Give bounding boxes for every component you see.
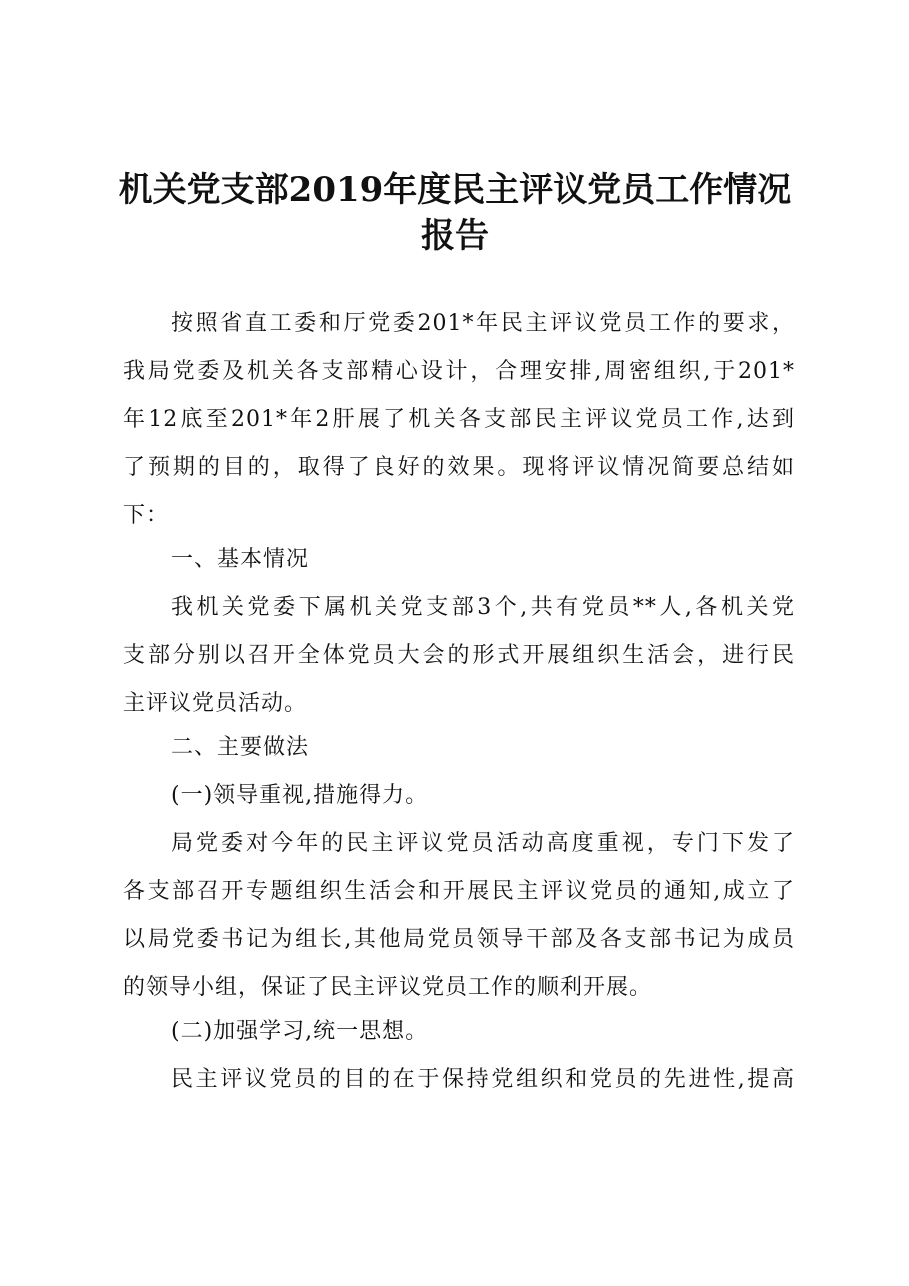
subsection-heading-leadership <box>123 772 795 820</box>
paragraph-line: 以局党委书记为组长,其他局党员领导干部及各支部书记为成员 <box>123 927 795 952</box>
paragraph-line: 按照省直工委和厅党委201*年民主评议党员工作的要求， <box>171 311 795 336</box>
paragraph-line: 支部分别以召开全体党员大会的形式开展组织生活会，进行民 <box>123 643 795 668</box>
paragraph-line: 我局党委及机关各支部精心设计，合理安排,周密组织,于201* <box>123 359 795 384</box>
subsection-heading-text: (二)加强学习,统一思想。 <box>171 1019 429 1044</box>
section-heading-text: 二、主要做法 <box>171 735 310 760</box>
paragraph-line: 各支部召开专题组织生活会和开展民主评议党员的通知,成立了 <box>123 879 795 904</box>
paragraph-line: 年12底至201*年2肝展了机关各支部民主评议党员工作,达到 <box>123 407 795 432</box>
paragraph-study <box>123 1056 795 1104</box>
subsection-heading-study <box>123 1008 795 1056</box>
section-heading-basic <box>123 536 795 584</box>
section-heading-text: 一、基本情况 <box>171 547 310 572</box>
paragraph-line: 民主评议党员的目的在于保持党组织和党员的先进性,提高 <box>171 1067 795 1092</box>
paragraph-line: 我机关党委下属机关党支部3个,共有党员**人,各机关党 <box>171 595 795 620</box>
paragraph-line: 主评议党员活动。 <box>123 691 308 716</box>
paragraph-line: 的领导小组，保证了民主评议党员工作的顺利开展。 <box>123 975 653 1000</box>
section-heading-methods <box>123 724 795 772</box>
paragraph-line: 局党委对今年的民主评议党员活动高度重视，专门下发了 <box>171 831 795 856</box>
document-title-line-2: 报告 <box>421 216 489 256</box>
subsection-heading-text: (一)领导重视,措施得力。 <box>171 783 429 808</box>
paragraph-leadership <box>123 820 795 1012</box>
document-title-line-1: 机关党支部2019年度民主评议党员工作情况 <box>118 170 792 210</box>
paragraph-line: 了预期的目的，取得了良好的效果。现将评议情况简要总结如 <box>123 455 795 480</box>
paragraph-basic-situation <box>123 584 795 728</box>
paragraph-line: 下： <box>123 503 170 528</box>
paragraph-intro <box>123 300 795 540</box>
